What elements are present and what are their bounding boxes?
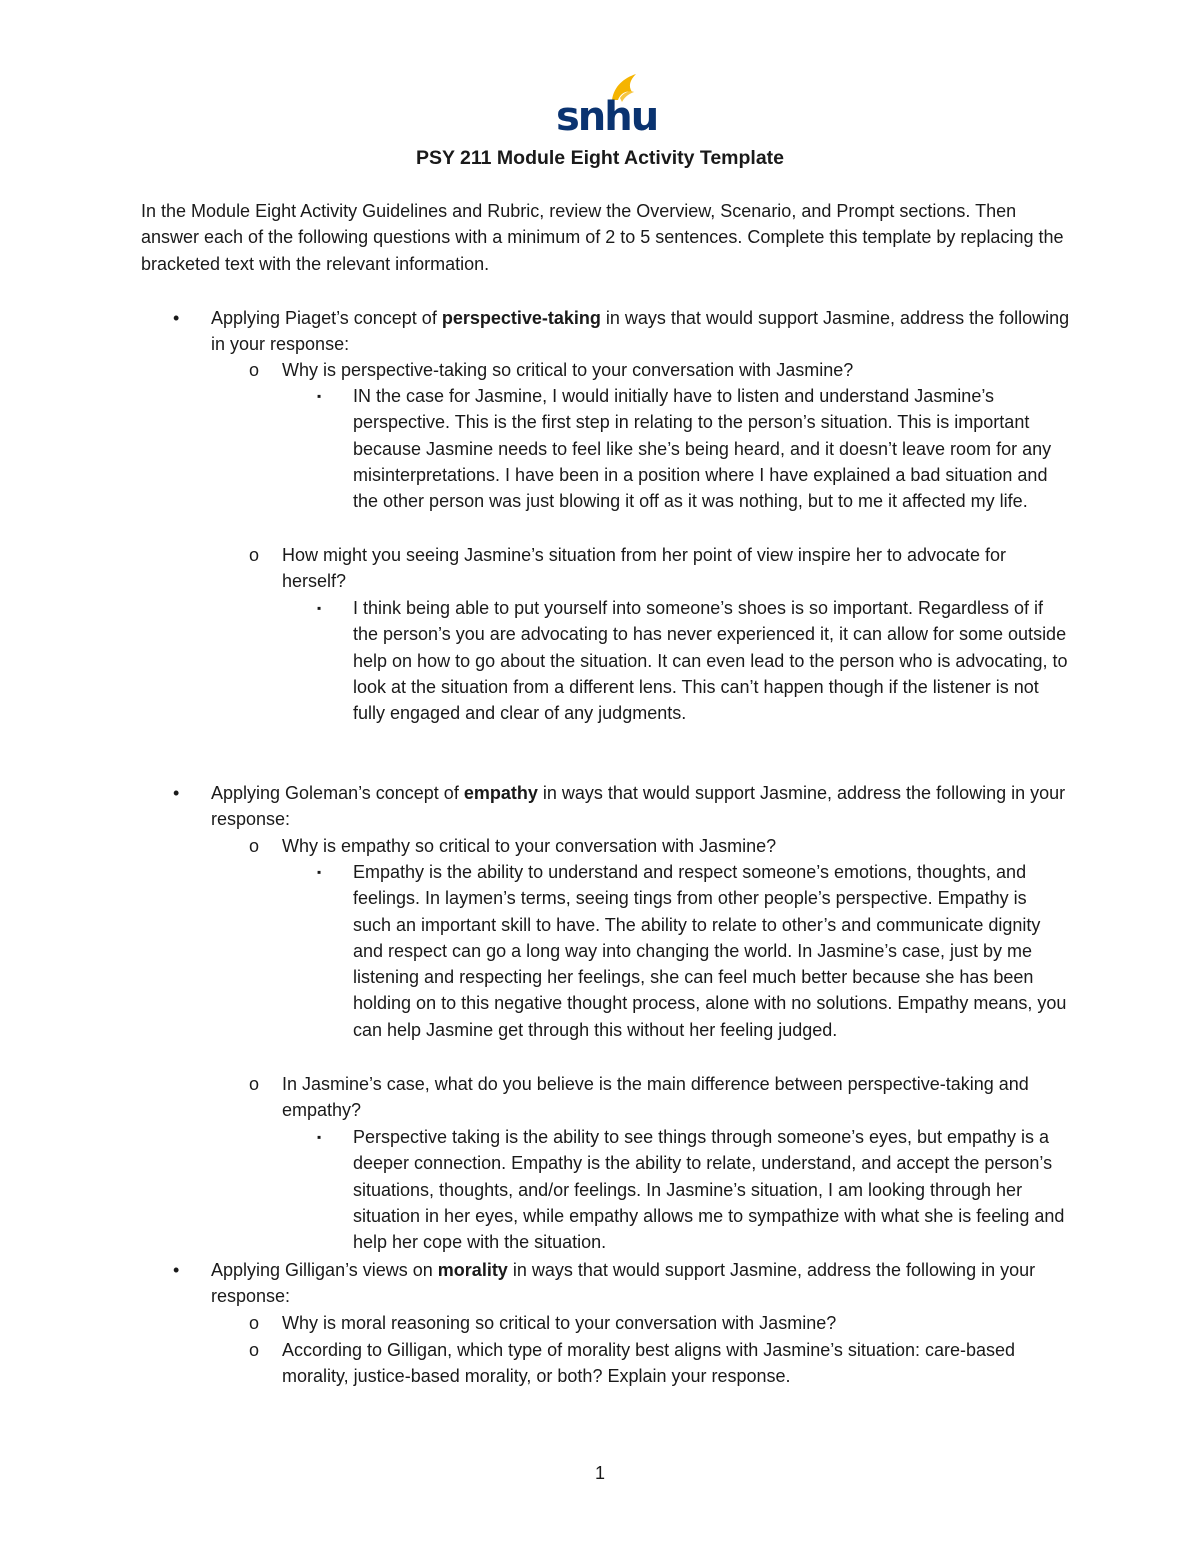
- intro-text: In the Module Eight Activity Guidelines and Rubric, review the Overview, Scenario, and Prompt sections. Then answer each of the following questions with a minimum of 2 to 5 sentences. Complete this template by replacing the bracketed text with the relevant information.: [141, 201, 1064, 274]
- prompt-keyword: perspective-taking: [441, 308, 601, 328]
- answer-item: [317, 383, 1068, 514]
- section-prompt-goleman: [173, 780, 1071, 833]
- question-text: How might you seeing Jasmine’s situation from her point of view inspire her to advocate for herself?: [282, 545, 1007, 592]
- bullet-circle: o: [249, 545, 260, 565]
- answer-text: I think being able to put yourself into someone’s shoes is so important. Regardless of if the person’s you are advocating to has never experienced it, it can allow for some outside help on how to go about the situation. It can even lead to the person who is advocating, to look at the situation from a different lens. This can’t happen though if the listener is not fully engaged and clear of any judgments.: [353, 598, 1068, 724]
- bullet-square: ▪: [317, 865, 322, 879]
- document-title: PSY 211 Module Eight Activity Template: [415, 147, 785, 169]
- question-item: [249, 833, 1072, 859]
- answer-item: [317, 595, 1068, 726]
- section-prompt-gilligan: [173, 1257, 1071, 1310]
- bullet-circle: o: [249, 1340, 260, 1360]
- bullet-circle: o: [249, 836, 260, 856]
- prompt-text: in ways that would support Jasmine, address the following in your response:: [211, 308, 1070, 355]
- answer-text: IN the case for Jasmine, I would initially have to listen and understand Jasmine’s perspective. This is the first step in relating to the person’s situation. This is important because Jasmine needs to feel like she’s being heard, and it doesn’t leave room for any misinterpretations. I have been in a position where I have explained a bad situation and the other person was just blowing it off as it was nothing, but to me it affected my life.: [353, 386, 1052, 512]
- question-text: In Jasmine’s case, what do you believe is the main difference between perspective-taking and empathy?: [282, 1074, 1029, 1121]
- prompt-text: Applying Gilligan’s views on: [211, 1260, 438, 1280]
- answer-text: Empathy is the ability to understand and respect someone’s emotions, thoughts, and feelings. In laymen’s terms, seeing tings from other people’s perspective. Empathy is such an important skill to have. The ability to relate to other’s and communicate dignity and respect can go a long way into changing the world. In Jasmine’s case, just by me listening and respecting her feelings, she can feel much better because she has been holding on to this negative thought process, alone with no solutions. Empathy means, you can help Jasmine get through this without her feeling judged.: [353, 862, 1067, 1040]
- question-text: Why is perspective-taking so critical to your conversation with Jasmine?: [282, 360, 854, 380]
- prompt-keyword: empathy: [463, 783, 538, 803]
- page-number: 1: [594, 1463, 605, 1483]
- question-item: [249, 1310, 1072, 1336]
- bullet-square: ▪: [317, 1130, 322, 1144]
- bullet-square: ▪: [317, 601, 322, 615]
- question-text: Why is empathy so critical to your conversation with Jasmine?: [282, 836, 777, 856]
- question-text: According to Gilligan, which type of morality best aligns with Jasmine’s situation: care-based morality, justice-based morality, or both? Explain your response.: [282, 1340, 1016, 1387]
- prompt-keyword: morality: [437, 1260, 508, 1280]
- prompt-text: in ways that would support Jasmine, address the following in your response:: [211, 1260, 1036, 1307]
- intro-paragraph: [141, 198, 1071, 277]
- bullet-square: ▪: [317, 389, 322, 403]
- question-item: [249, 542, 1072, 595]
- snhu-logo: [554, 72, 658, 140]
- question-item: [249, 1337, 1072, 1390]
- answer-item: [317, 859, 1068, 1043]
- question-item: [249, 357, 1072, 383]
- bullet-dot: •: [173, 1260, 180, 1280]
- prompt-text: Applying Goleman’s concept of: [211, 783, 464, 803]
- prompt-text: Applying Piaget’s concept of: [211, 308, 442, 328]
- question-text: Why is moral reasoning so critical to your conversation with Jasmine?: [282, 1313, 837, 1333]
- section-prompt-piaget: [173, 305, 1071, 358]
- bullet-dot: •: [173, 308, 180, 328]
- bullet-circle: o: [249, 360, 260, 380]
- answer-item: [317, 1124, 1068, 1255]
- question-item: [249, 1071, 1072, 1124]
- bullet-circle: o: [249, 1074, 260, 1094]
- prompt-text: in ways that would support Jasmine, address the following in your response:: [211, 783, 1066, 830]
- answer-text: Perspective taking is the ability to see things through someone’s eyes, but empathy is a deeper connection. Empathy is the ability to relate, understand, and accept the person’s situations, thoughts, and/or feelings. In Jasmine’s situation, I am looking through her situation in her eyes, while empathy allows me to sympathize with what she is feeling and help her cope with the situation.: [353, 1127, 1065, 1253]
- bullet-circle: o: [249, 1313, 260, 1333]
- bullet-dot: •: [173, 783, 180, 803]
- svg-text:snhu: snhu: [556, 94, 658, 140]
